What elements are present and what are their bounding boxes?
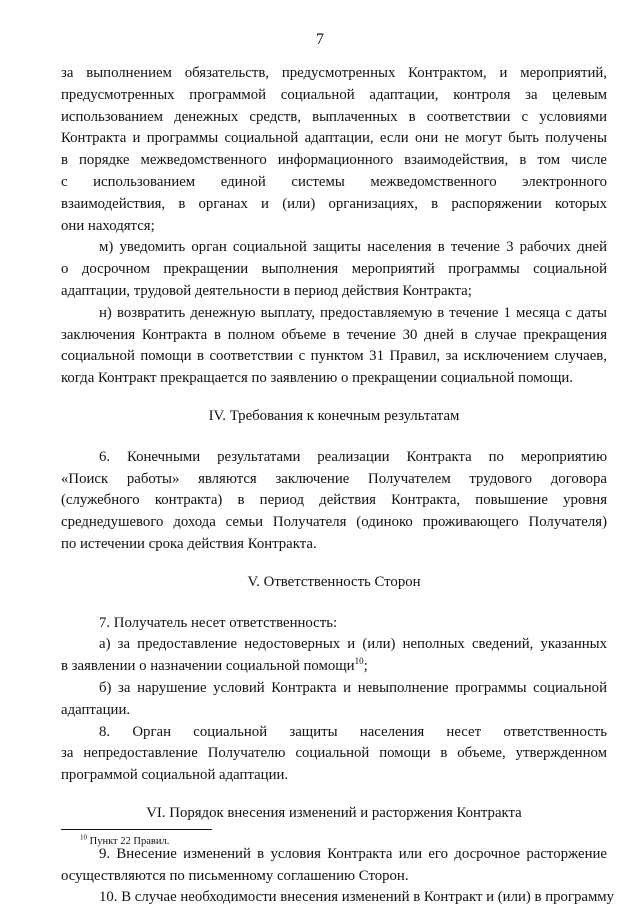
text-line: Контракта и программы социальной адаптации, если они не могут быть получены	[61, 130, 607, 147]
paragraph-7a	[61, 634, 607, 678]
text-line-tail: ;	[363, 658, 368, 675]
text-line: за непредоставление Получателю социальной помощи в объеме, утвержденном	[61, 745, 607, 762]
paragraph-7b	[61, 678, 607, 722]
text-line: 6. Конечными результатами реализации Контракта по мероприятию	[99, 448, 607, 465]
text-line: 8. Орган социальной защиты населения несет ответственность	[99, 723, 607, 740]
text-line: предусмотренных программой социальной адаптации, контроля за целевым	[61, 86, 607, 103]
page-body	[61, 63, 615, 909]
page-number: 7	[316, 31, 324, 48]
paragraph-m	[61, 237, 607, 302]
text-line: в порядке межведомственного информационного взаимодействия, в том числе	[61, 152, 607, 169]
text-line: среднедушевого дохода семьи Получателя (одиноко проживающего Получателя)	[61, 514, 607, 531]
text-line: 10. В случае необходимости внесения изменений в Контракт и (или) в программу	[99, 889, 615, 906]
paragraph-9	[61, 844, 607, 888]
text-line: они находятся;	[61, 217, 155, 234]
section-heading-iv: IV. Требования к конечным результатам	[208, 407, 460, 424]
text-line-body: в заявлении о назначении социальной помощи	[61, 658, 355, 675]
paragraph-7: 7. Получатель несет ответственность:	[99, 614, 338, 631]
text-line: м) уведомить орган социальной защиты населения в течение 3 рабочих дней	[99, 239, 607, 256]
text-line: когда Контракт прекращается по заявлению о прекращении социальной помощи.	[61, 370, 573, 387]
text-line: «Поиск работы» являются заключение Получателем трудового договора	[61, 470, 607, 487]
section-heading-v: V. Ответственность Сторон	[247, 573, 421, 590]
paragraph-10	[61, 887, 615, 909]
text-line: использованием денежных средств, выплаченных в соответствии с условиями	[61, 108, 607, 125]
footnote-mark: 10	[80, 833, 87, 842]
footnote-reference: 10	[354, 656, 364, 667]
text-line: заключения Контракта в полном объеме в течение 30 дней в случае прекращения	[61, 326, 607, 343]
paragraph-l-continuation	[61, 63, 607, 237]
text-line: адаптации.	[61, 701, 131, 718]
text-line: (служебного контракта) в период действия Контракта, повышение уровня	[61, 492, 607, 509]
text-line: за выполнением обязательств, предусмотренных Контрактом, и мероприятий,	[61, 65, 607, 81]
text-line	[61, 656, 607, 678]
text-line: осуществляются по письменному соглашению Сторон.	[61, 867, 409, 884]
text-line: социальной помощи в соответствии с пунктом 31 Правил, за исключением случаев,	[61, 348, 607, 365]
paragraph-n	[61, 303, 607, 390]
section-heading-vi: VI. Порядок внесения изменений и расторжения Контракта	[146, 804, 522, 821]
paragraph-8	[61, 722, 607, 787]
footnote-text: Пункт 22 Правил.	[87, 836, 170, 847]
text-line: взаимодействия, в органах и (или) организациях, в распоряжении которых	[61, 195, 607, 212]
paragraph-6	[61, 447, 607, 556]
footnote-separator	[61, 829, 212, 830]
text-line: н) возвратить денежную выплату, предоставляемую в течение 1 месяца с даты	[99, 304, 607, 321]
text-line: а) за предоставление недостоверных и (или) неполных сведений, указанных	[99, 636, 607, 653]
text-line: программой социальной адаптации.	[61, 767, 289, 784]
footnote	[80, 835, 169, 849]
text-line: с использованием единой системы межведомственного электронного	[61, 173, 607, 190]
text-line: б) за нарушение условий Контракта и невыполнение программы социальной	[99, 679, 607, 696]
text-line: 9. Внесение изменений в условия Контракта или его досрочное расторжение	[99, 845, 607, 862]
text-line: о досрочном прекращении выполнения мероприятий программы социальной	[61, 261, 607, 278]
text-line: по истечении срока действия Контракта.	[61, 535, 317, 552]
text-line: адаптации, трудовой деятельности в период действия Контракта;	[61, 282, 472, 299]
